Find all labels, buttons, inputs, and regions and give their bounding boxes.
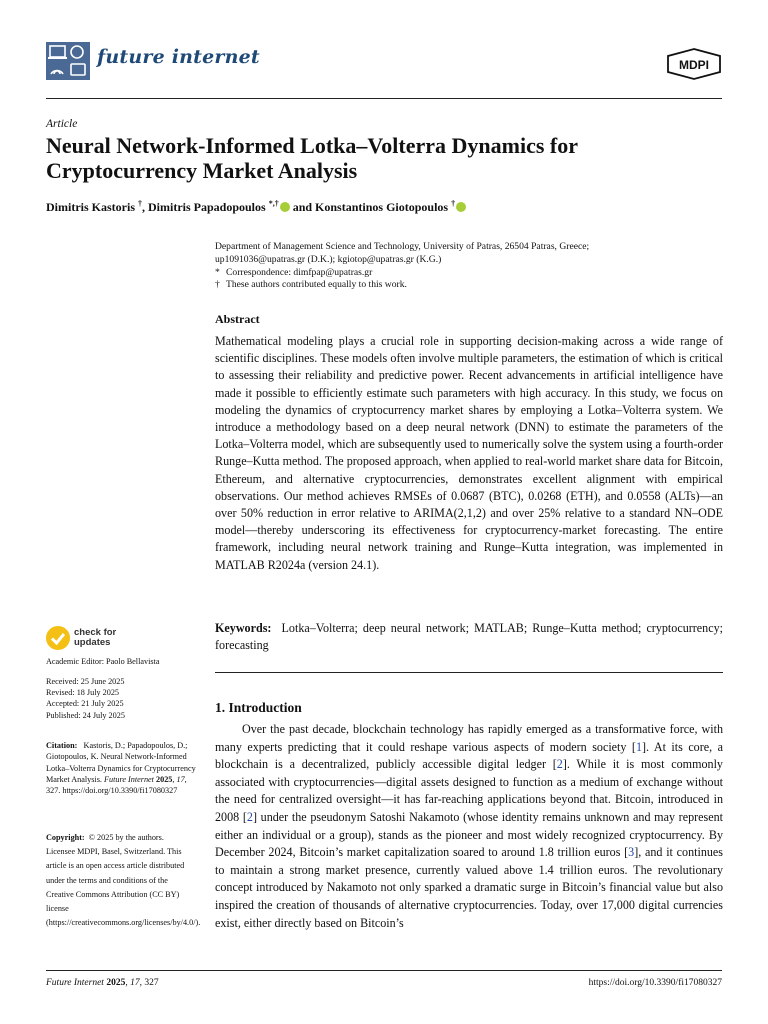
citation-block: Citation: Kastoris, D.; Papadopoulos, D.; Giotopoulos, K. Neural Network-Informed Lotka–Volterra Dynamics for Cryptocurrency Market Analysis. Future Internet 2025, 17, 327. https://doi.org/10.3390/fi17080327: [46, 741, 196, 796]
citation-label: Citation:: [46, 741, 78, 750]
author-separator: and: [289, 200, 316, 214]
citation-pages: , 327.: [46, 774, 187, 796]
publication-dates: [46, 676, 198, 721]
revised-date: Revised: 18 July 2025: [46, 688, 120, 698]
introduction-text: [215, 721, 723, 932]
abstract-heading: Abstract: [215, 312, 260, 326]
mdpi-logo-icon: [666, 48, 722, 80]
keywords: [215, 620, 723, 654]
citation-doi-link[interactable]: https://doi.org/10.3390/fi17080327: [62, 786, 178, 796]
reference-link[interactable]: 1: [635, 739, 642, 754]
orcid-icon[interactable]: [456, 202, 466, 212]
header-divider: [46, 98, 722, 99]
footer-doi-link[interactable]: https://doi.org/10.3390/fi17080327: [588, 978, 722, 988]
author-marks: †: [138, 199, 142, 208]
author-name: Dimitris Papadopoulos: [148, 200, 266, 214]
introduction-text-run: Over the past decade, blockchain technology has rapidly emerged as a transformative force, with many experts predicting that it could reshape various aspects of modern society [: [215, 722, 723, 754]
affiliation-line: Department of Management Science and Technology, University of Patras, 26504 Patras, Greece;: [215, 241, 590, 252]
accepted-date: Accepted: 21 July 2025: [46, 699, 124, 709]
check-icon: [46, 626, 70, 650]
footer-citation: Future Internet 2025, 17, 327: [46, 978, 159, 988]
received-date: Received: 25 June 2025: [46, 677, 125, 686]
keywords-label: Keywords:: [215, 621, 272, 635]
reference-link[interactable]: 3: [628, 845, 635, 860]
section-divider: [215, 672, 723, 673]
citation-journal: Future Internet: [104, 774, 154, 784]
journal-name: future internet: [97, 46, 260, 68]
check-for-updates-button[interactable]: [46, 626, 126, 652]
citation-text: Kastoris, D.; Papadopoulos, D.; Giotopoulos, K. Neural Network-Informed Lotka–Volterra Dynamics for Cryptocurrency Market Analysis.: [46, 741, 196, 784]
published-date: Published: 24 July 2025: [46, 710, 125, 720]
author-list: [46, 199, 726, 215]
affiliation-emails: up1091036@upatras.gr (D.K.); kgiotop@upatras.gr (K.G.): [215, 253, 442, 265]
citation-year: 2025: [156, 774, 173, 784]
orcid-icon[interactable]: [280, 202, 290, 212]
introduction-text-run: ]. While it is most commonly associated with cryptocurrencies—digital assets designed to function as a medium of exchange without the need for centralized oversight—it has far-reaching applications beyond that. Bitcoin, introduced in 2008 [: [215, 757, 723, 824]
author-marks: *,†: [268, 199, 279, 208]
check-for-updates-label: check for updates: [74, 627, 117, 648]
academic-editor: Academic Editor: Paolo Bellavista: [46, 657, 160, 666]
author-name: Dimitris Kastoris: [46, 200, 135, 214]
publisher-name: MDPI: [679, 58, 709, 72]
footer-divider: [46, 970, 722, 971]
journal-logo-icon: [46, 42, 90, 80]
copyright-text: © 2025 by the authors. Licensee MDPI, Basel, Switzerland. This article is an open access article distributed under the terms and conditions of the Creative Commons Attribution (CC BY) license (https://creativecommons.org/licenses/by/4.0/).: [46, 833, 201, 928]
article-title: Neural Network-Informed Lotka–Volterra Dynamics for Cryptocurrency Market Analysis: [46, 133, 578, 183]
author-separator: ,: [142, 200, 148, 214]
author-marks: †: [451, 199, 456, 208]
abstract-text: Mathematical modeling plays a crucial role in supporting decision-making across a wide range of scientific disciplines. These models often involve multiple parameters, the estimation of which is critical to assessing their reliability and predictive power. Recent advancements in artificial intelligence have made it possible to efficiently estimate such parameters with high accuracy. In this study, we focus on modeling the dynamics of cryptocurrency market shares by employing a Lotka–Volterra system. We introduce a methodology based on a deep neural network (DNN) to estimate the parameters of the Lotka–Volterra model, which are subsequently used to numerically solve the system using a fourth-order Runge–Kutta method. The proposed approach, when applied to real-world market share data for Bitcoin, Ethereum, and alternative cryptocurrencies, demonstrates excellent alignment with empirical observations. Our method achieves RMSEs of 0.0687 (BTC), 0.0268 (ETH), and 0.0558 (ALTs)—an over 50% reduction in error relative to ARIMA(2,1,2) and over 25% relative to a standard NN–ODE model—thereby underscoring its effectiveness for cryptocurrency-market forecasting. The entire framework, including neural network training and Runge–Kutta integration, was implemented in MATLAB R2024a (version 24.1).: [215, 334, 723, 572]
introduction-text-run: ]. At its core, a blockchain is a decentralized, publicly accessible digital ledger [: [215, 739, 723, 772]
correspondence-note: * Correspondence: dimfpap@upatras.gr: [215, 266, 373, 278]
introduction-text-run: ], and it continues to maintain a strong market presence, currently valued above 1.4 trillion euros. The revolutionary concept introduced by Nakamoto not only sparked a dramatic surge in Bitcoin’s financial value but also inspired the creation of thousands of alternative cryptocurrencies. Today, over 17,000 digital currencies exist, either directly based on Bitcoin’s: [215, 845, 724, 930]
introduction-text-run: ] under the pseudonym Satoshi Nakamoto (whose identity remains unknown and may represent either an individual or a group), stands as the pioneer and most widely recognized cryptocurrency. By December 2024, Bitcoin’s market capitalization soared to around 1.8 trillion euros [: [215, 809, 723, 860]
copyright-block: [46, 831, 201, 930]
citation-volume: 17: [176, 774, 185, 784]
article-type: Article: [46, 118, 78, 130]
affiliations: [215, 241, 725, 292]
copyright-label: Copyright:: [46, 833, 85, 842]
keywords-text: Lotka–Volterra; deep neural network; MATLAB; Runge–Kutta method; cryptocurrency; forecasting: [215, 621, 723, 653]
author-name: Konstantinos Giotopoulos: [315, 200, 449, 214]
reference-link[interactable]: 2: [246, 809, 253, 824]
section-heading-introduction: 1. Introduction: [215, 700, 302, 715]
reference-link[interactable]: 2: [556, 757, 563, 772]
equal-contribution-note: † These authors contributed equally to this work.: [215, 279, 407, 291]
